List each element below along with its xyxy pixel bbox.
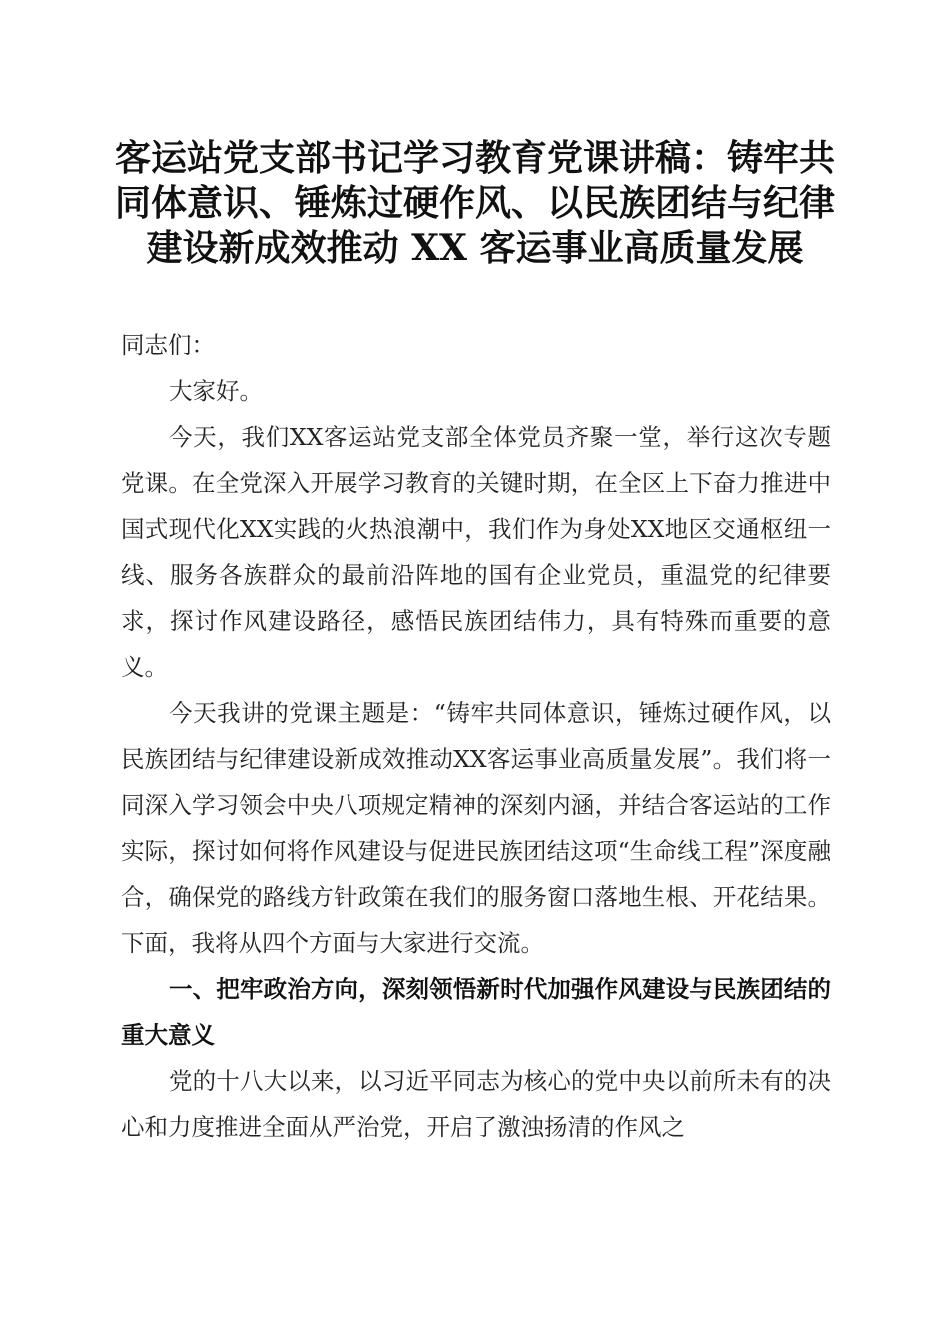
title-line-3: 建设新成效推动 XX 客运事业高质量发展 (146, 227, 804, 269)
title-line-1: 客运站党支部书记学习教育党课讲稿：铸牢共 (114, 137, 835, 179)
document-title (110, 136, 840, 271)
section-1-paragraph: 党的十八大以来，以习近平同志为核心的党中央以前所未有的决心和力度推进全面从严治党，开启了激浊扬清的作风之 (121, 1067, 831, 1141)
salutation: 同志们： (121, 331, 215, 359)
body-paragraph-intro: 今天，我们XX客运站党支部全体党员齐聚一堂，举行这次专题党课。在全党深入开展学习教育的关键时期，在全区上下奋力推进中国式现代化XX实践的火热浪潮中，我们作为身处XX地区交通枢纽一线、服务各族群众的最前沿阵地的国有企业党员，重温党的纪律要求，探讨作风建设路径，感悟民族团结伟力，具有特殊而重要的意义。 (121, 423, 831, 681)
title-line-2: 同体意识、锤炼过硬作风、以民族团结与纪律 (114, 182, 835, 224)
body-paragraph-theme: 今天我讲的党课主题是：“铸牢共同体意识，锤炼过硬作风，以民族团结与纪律建设新成效推动XX客运事业高质量发展”。我们将一同深入学习领会中央八项规定精神的深刻内涵，并结合客运站的工作实际，探讨如何将作风建设与促进民族团结这项“生命线工程”深度融合，确保党的路线方针政策在我们的服务窗口落地生根、开花结果。下面，我将从四个方面与大家进行交流。 (121, 699, 831, 957)
section-heading-1: 一、把牢政治方向，深刻领悟新时代加强作风建设与民族团结的重大意义 (121, 975, 831, 1049)
document-body (121, 322, 831, 1150)
greeting: 大家好。 (169, 377, 263, 405)
